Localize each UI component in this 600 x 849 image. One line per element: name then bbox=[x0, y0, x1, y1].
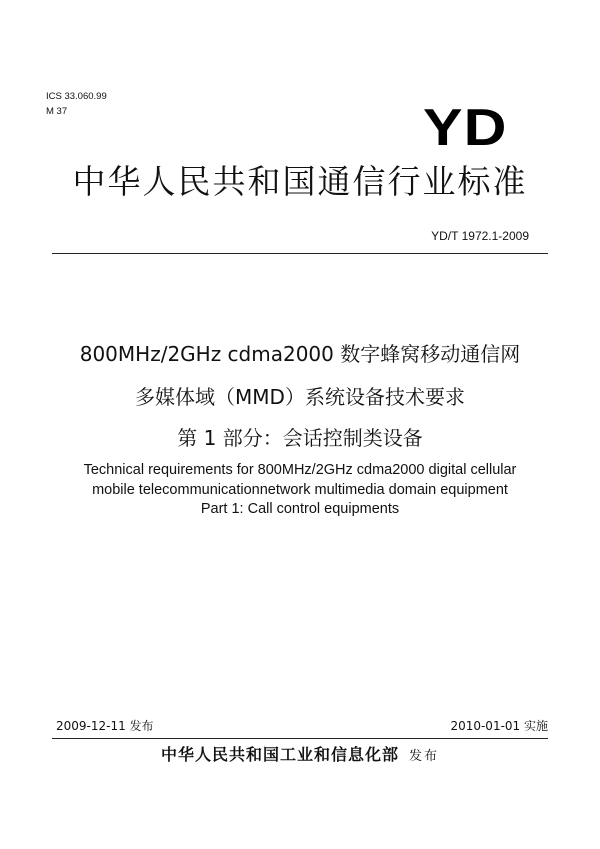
standard-category-title: 中华人民共和国通信行业标准 bbox=[72, 162, 528, 201]
issue-date: 2009-12-11 发布 bbox=[56, 719, 154, 733]
title-en-line-2: mobile telecommunicationnetwork multimedia domain equipment bbox=[92, 482, 508, 498]
ics-code: ICS 33.060.99 bbox=[46, 91, 107, 102]
title-en-line-3: Part 1: Call control equipments bbox=[200, 501, 400, 517]
publisher-name: 中华人民共和国工业和信息化部 bbox=[160, 745, 399, 764]
yd-logo: YD bbox=[423, 99, 508, 157]
title-cn-line-3: 第 1 部分：会话控制类设备 bbox=[177, 426, 423, 450]
title-cn-line-2: 多媒体域（MMD）系统设备技术要求 bbox=[135, 385, 465, 409]
title-en-line-1: Technical requirements for 800MHz/2GHz cdma2000 digital cellular bbox=[83, 462, 517, 478]
publisher-action: 发布 bbox=[409, 749, 440, 764]
top-divider bbox=[52, 253, 548, 254]
classification-code: M 37 bbox=[46, 106, 68, 117]
implementation-date: 2010-01-01 实施 bbox=[450, 719, 548, 733]
bottom-divider bbox=[52, 738, 548, 739]
title-cn-line-1: 800MHz/2GHz cdma2000 数字蜂窝移动通信网 bbox=[79, 342, 521, 366]
publisher bbox=[0, 744, 600, 768]
standard-number: YD/T 1972.1-2009 bbox=[431, 229, 529, 243]
